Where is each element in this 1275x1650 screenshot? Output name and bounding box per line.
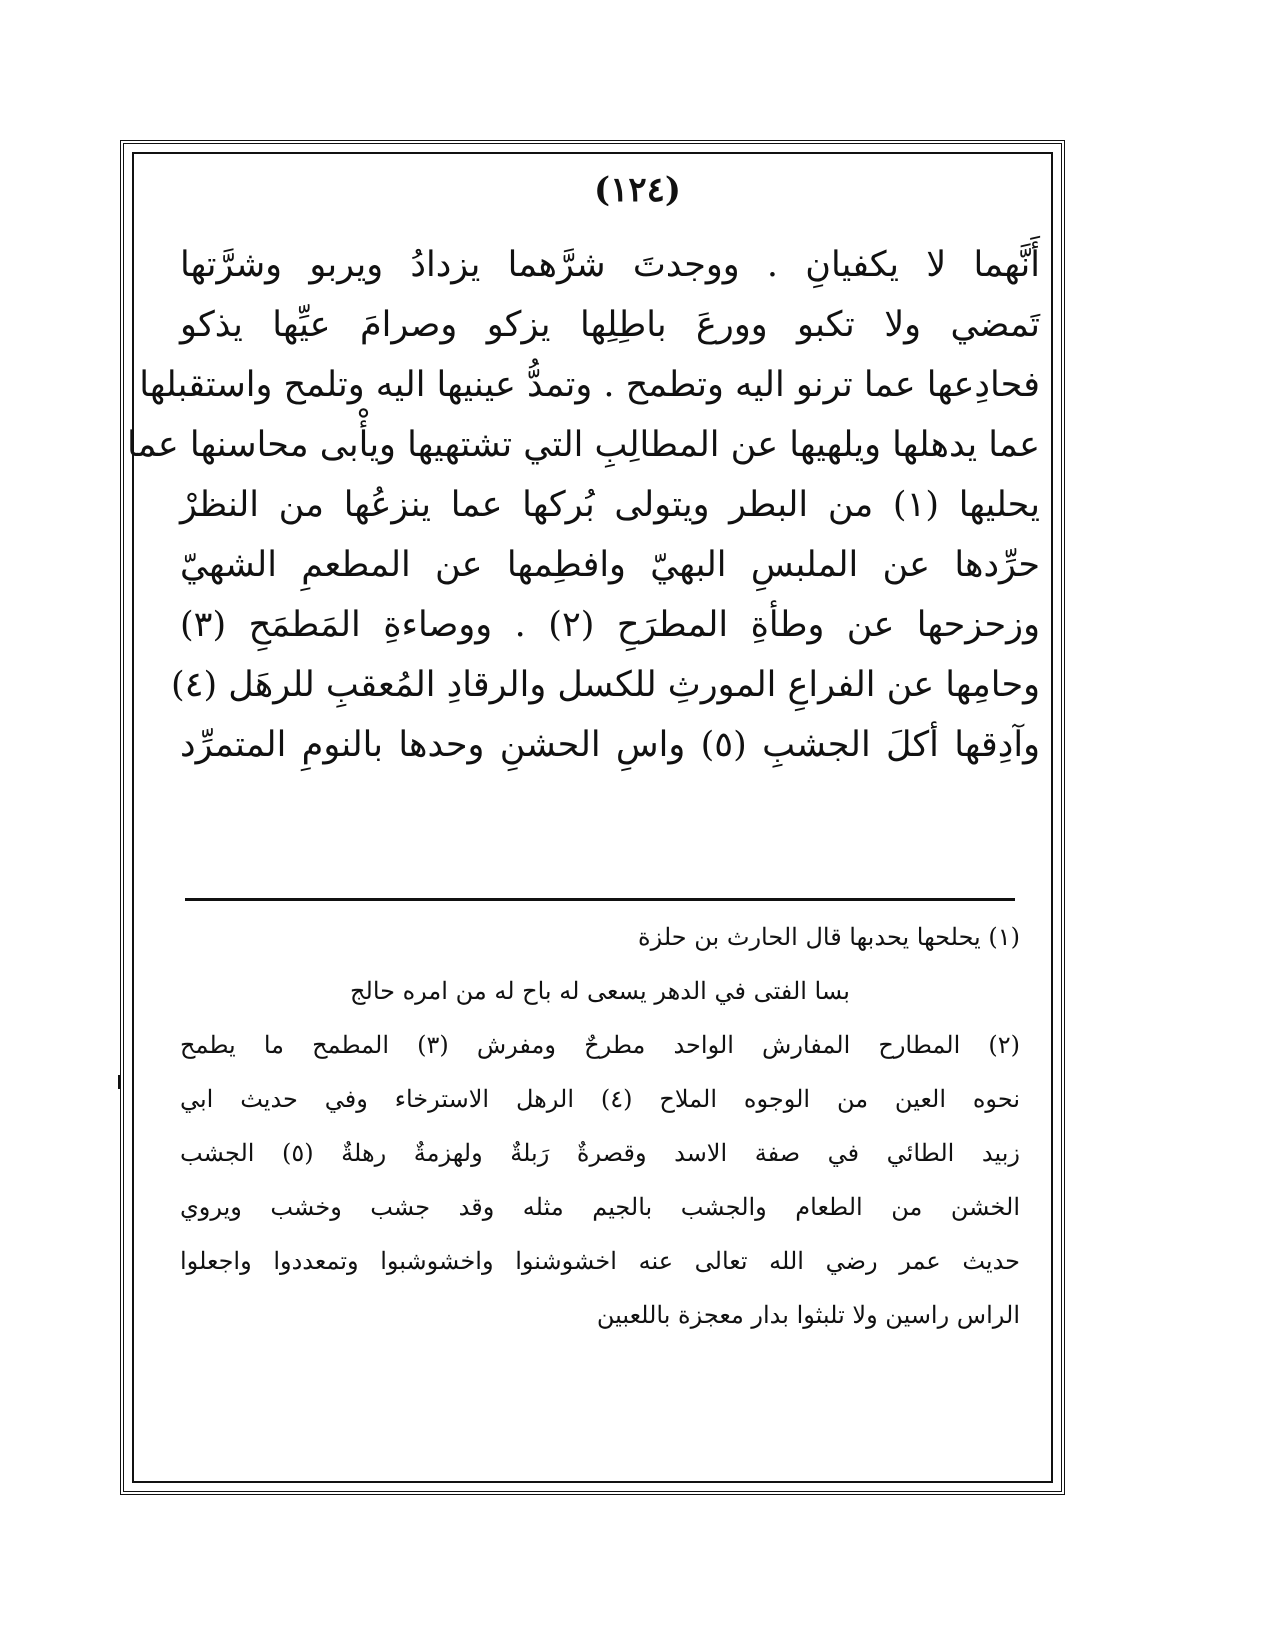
main-text-line: فحادِعها عما ترنو اليه وتطمح . وتمدُّ عينيها اليه وتلمح واستقبلها	[139, 365, 1040, 405]
main-text-line: وآدِقها أكلَ الجشبِ (٥) واسِ الحشنِ وحدها بالنومِ المتمرِّد	[180, 725, 1040, 765]
margin-mark	[118, 1075, 120, 1089]
main-text-line: حرِّدها عن الملبسِ البهيّ وافطِمها عن المطعمِ الشهيّ	[180, 545, 1040, 585]
footnote-line: الراس راسين ولا تلبثوا بدار معجزة باللعبين	[596, 1301, 1020, 1329]
footnote-separator	[185, 898, 1015, 901]
footnote-line: الخشن من الطعام والجشب بالجيم مثله وقد جشب وخشب ويروي	[180, 1193, 1020, 1221]
footnote-line: (٢) المطارح المفارش الواحد مطرحٌ ومفرش (٣) المطمح ما يطمح	[180, 1031, 1021, 1059]
main-text-line: وحامِها عن الفراعِ المورثِ للكسل والرقادِ المُعقبِ للرهَل (٤)	[171, 665, 1040, 705]
footnote-line: (١) يحلحها يحدبها قال الحارث بن حلزة	[638, 923, 1020, 951]
footnote-line: حديث عمر رضي الله تعالى عنه اخشوشنوا واخشوشبوا وتمعددوا واجعلوا	[180, 1247, 1020, 1275]
main-text-line: وزحزحها عن وطأةِ المطرَحِ (٢) . ووصاءةِ المَطمَحِ (٣)	[180, 605, 1040, 645]
main-text	[127, 235, 1040, 775]
footnote-line: زبيد الطائي في صفة الاسد وقصرةٌ رَبلةٌ ولهزمةٌ رهلةٌ (٥) الجشب	[180, 1139, 1020, 1167]
main-text-line: أَنَّهما لا يكفيانِ . ووجدتَ شرَّهما يزدادُ ويربو وشرَّتها	[180, 245, 1040, 285]
footnote-verse: بسا الفتى في الدهر يسعى له باح له من امره حالج	[350, 977, 850, 1005]
main-text-line: تَمضي ولا تكبو وورعَ باطِلِها يزكو وصرامَ عيِّها يذكو	[180, 305, 1040, 345]
main-text-line: يحليها (١) من البطر ويتولى بُركها عما ينزعُها من النظرْ	[180, 485, 1040, 525]
footnote-line: نحوه العين من الوجوه الملاح (٤) الرهل الاسترخاء وفي حديث ابي	[180, 1085, 1021, 1113]
page-number: (١٢٤)	[594, 170, 681, 210]
main-text-line: عما يدهلها ويلهيها عن المطالِبِ التي تشتهيها ويأْبى محاسنها عما	[127, 425, 1040, 465]
footnotes	[180, 910, 1020, 1342]
